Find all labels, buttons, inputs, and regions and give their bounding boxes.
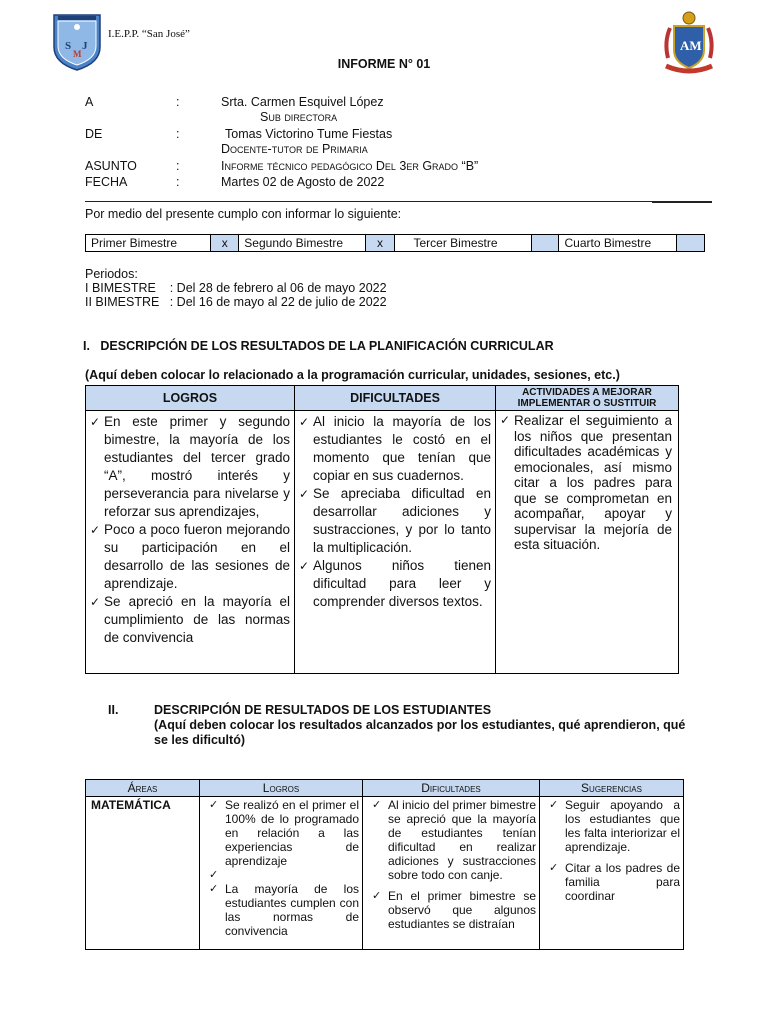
svg-text:AM: AM [680, 38, 702, 53]
list-item: ✓ Al inicio la mayoría de los estudiantes le costó en el momento que tenían que copiar en sus cuadernos. [297, 413, 491, 485]
bimester-label: Cuarto Bimestre [559, 235, 677, 252]
period-line: I BIMESTRE : Del 28 de febrero al 06 de mayo 2022 [85, 281, 387, 295]
report-title: INFORME N° 01 [337, 57, 431, 71]
svg-text:J: J [82, 40, 88, 52]
bimester-label: Segundo Bimestre [239, 235, 366, 252]
column-header: Logros [200, 780, 363, 797]
periods-title: Periodos: [85, 267, 138, 281]
bimester-mark: x [211, 235, 239, 252]
planning-table [85, 385, 679, 674]
column-header: ACTIVIDADES A MEJORAR IMPLEMENTAR O SUSTITUIR [496, 386, 679, 411]
area-cell [86, 797, 200, 950]
section-2-note: (Aquí deben colocar los resultados alcanzados por los estudiantes, qué aprendieron, qué se les dificultó) [154, 718, 686, 747]
area-name: MATEMÁTICA [91, 798, 171, 812]
subject-value: Informe técnico pedagógico Del 3er Grado “B” [221, 159, 479, 173]
section-1-note: (Aquí deben colocar lo relacionado a la programación curricular, unidades, sesiones, etc.) [85, 368, 620, 382]
activities-cell [496, 411, 679, 674]
list-item: ✓ Algunos niños tienen dificultad para leer y comprender diversos textos. [297, 557, 491, 611]
bimester-mark [677, 235, 705, 252]
column-header: Dificultades [363, 780, 540, 797]
list-item: ✓ Realizar el seguimiento a los niños que presentan dificultades académicas y emocionales, así mismo citar a los padres para que se comprometan en acompañar, apoyar y supervisar la mejoría de esta situación. [498, 413, 672, 553]
suggestions-cell [540, 797, 684, 950]
section-1-title: DESCRIPCIÓN DE LOS RESULTADOS DE LA PLANIFICACIÓN CURRICULAR [100, 339, 554, 353]
school-name: I.E.P.P. “San José” [108, 28, 190, 40]
column-header: Áreas [86, 780, 200, 797]
bimester-mark [531, 235, 559, 252]
section-2-number: II. [108, 703, 119, 717]
subject-label: ASUNTO [85, 159, 137, 173]
from-label: DE [85, 127, 103, 141]
from-role: Docente-tutor de Primaria [221, 142, 368, 156]
svg-text:M: M [73, 49, 82, 59]
to-role: Sub directora [260, 110, 338, 124]
date-separator: : [176, 175, 180, 189]
list-item: ✓ Poco a poco fueron mejorando su participación en el desarrollo de las sesiones de aprendizaje. [88, 521, 290, 593]
results-table [85, 779, 684, 950]
bimester-label: Primer Bimestre [86, 235, 211, 252]
difficulties-cell [363, 797, 540, 950]
list-item: ✓ La mayoría de los estudiantes cumplen con las normas de convivencia [203, 882, 359, 938]
to-label: A [85, 95, 94, 109]
subject-separator: : [176, 159, 180, 173]
date-value: Martes 02 de Agosto de 2022 [221, 175, 385, 189]
list-item: ✓ En el primer bimestre se observó que algunos estudiantes se distraían [366, 889, 536, 931]
list-item [203, 868, 359, 882]
list-item: ✓ En este primer y segundo bimestre, la mayoría de los estudiantes del tercer grado “A”, mostró interés y perseverancia para nivelarse y reforzar sus aprendizajes, [88, 413, 290, 521]
bimester-label: Tercer Bimestre [394, 235, 531, 252]
list-item: ✓ Se realizó en el primer el 100% de lo programado en relación a las experiencias de aprendizaje [203, 798, 359, 868]
section-2-title: DESCRIPCIÓN DE RESULTADOS DE LOS ESTUDIANTES [154, 703, 492, 717]
to-separator: : [176, 95, 180, 109]
list-item: ✓ Se apreció en la mayoría el cumplimiento de las normas de convivencia [88, 593, 290, 647]
achievements-cell [86, 411, 295, 674]
bimester-mark: x [366, 235, 394, 252]
column-header: LOGROS [86, 386, 295, 411]
difficulties-cell [295, 411, 496, 674]
list-item: ✓ Al inicio del primer bimestre se apreció que la mayoría de estudiantes tenían dificultad en realizar adiciones y sustracciones sobre todo con canje. [366, 798, 536, 882]
divider-accent [652, 201, 712, 204]
from-name: Tomas Victorino Tume Fiestas [225, 127, 393, 141]
section-1-heading [83, 339, 554, 353]
intro-text: Por medio del presente cumplo con informar lo siguiente: [85, 207, 402, 221]
date-label: FECHA [85, 175, 128, 189]
to-name: Srta. Carmen Esquivel López [221, 95, 384, 109]
section-1-number: I. [83, 339, 90, 353]
from-separator: : [176, 127, 180, 141]
achievements-cell [200, 797, 363, 950]
divider [85, 201, 712, 202]
svg-text:S: S [65, 40, 72, 52]
section-2-heading [154, 703, 694, 748]
period-line: II BIMESTRE : Del 16 de mayo al 22 de julio de 2022 [85, 295, 387, 309]
list-item: ✓ Citar a los padres de familia para coordinar [543, 861, 680, 903]
list-item: ✓ Se apreciaba dificultad en desarrollar adiciones y sustracciones, y por lo tanto la multiplicación. [297, 485, 491, 557]
list-item: ✓ Seguir apoyando a los estudiantes que les falta interiorizar el aprendizaje. [543, 798, 680, 854]
column-header: DIFICULTADES [295, 386, 496, 411]
column-header: Sugerencias [540, 780, 684, 797]
bimester-table [85, 234, 705, 252]
